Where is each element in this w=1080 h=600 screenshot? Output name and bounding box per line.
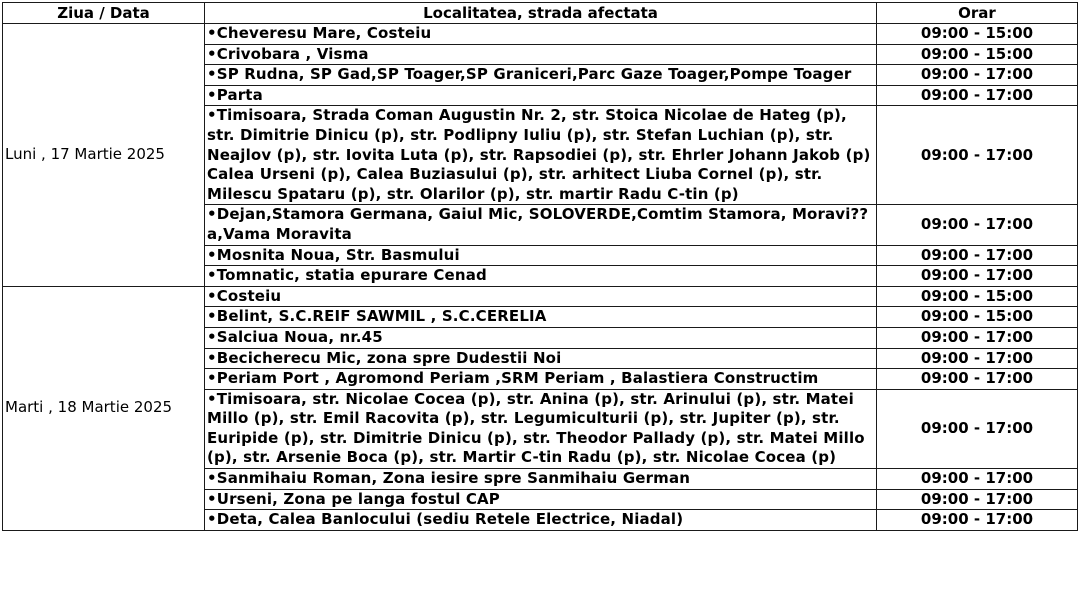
schedule-cell: 09:00 - 17:00 — [877, 469, 1078, 490]
schedule-cell: 09:00 - 17:00 — [877, 510, 1078, 531]
location-cell: • Dejan,Stamora Germana, Gaiul Mic, SOLOVERDE,Comtim Stamora, Moravi??a,Vama Moravita — [205, 205, 877, 245]
schedule-cell: 09:00 - 17:00 — [877, 327, 1078, 348]
header-location: Localitatea, strada afectata — [205, 3, 877, 24]
schedule-cell: 09:00 - 17:00 — [877, 348, 1078, 369]
location-cell: • SP Rudna, SP Gad,SP Toager,SP Graniceri,Parc Gaze Toager,Pompe Toager — [205, 65, 877, 86]
location-cell: • Periam Port , Agromond Periam ,SRM Periam , Balastiera Constructim — [205, 369, 877, 390]
day-date-cell: Marti , 18 Martie 2025 — [3, 286, 205, 530]
location-cell: • Urseni, Zona pe langa fostul CAP — [205, 489, 877, 510]
location-cell: • Costeiu — [205, 286, 877, 307]
schedule-cell: 09:00 - 17:00 — [877, 266, 1078, 287]
table-row — [3, 24, 1078, 45]
schedule-cell: 09:00 - 17:00 — [877, 245, 1078, 266]
location-cell: • Timisoara, Strada Coman Augustin Nr. 2, str. Stoica Nicolae de Hateg (p), str. Dimitrie Dinicu (p), str. Podlipny Iuliu (p), str. Stefan Luchian (p), str. Neajlov (p), str. Iovita Luta (p), str. Rapsodiei (p), str. Ehrler Johann Jakob (p) Calea Urseni (p), Calea Buziasului (p), str. arhitect Liuba Cornel (p), str. Milescu Spataru (p), str. Olarilor (p), str. martir Radu C-tin (p) — [205, 106, 877, 205]
schedule-cell: 09:00 - 15:00 — [877, 24, 1078, 45]
header-date: Ziua / Data — [3, 3, 205, 24]
location-cell: • Parta — [205, 85, 877, 106]
schedule-cell: 09:00 - 15:00 — [877, 307, 1078, 328]
schedule-cell: 09:00 - 15:00 — [877, 286, 1078, 307]
schedule-cell: 09:00 - 15:00 — [877, 44, 1078, 65]
location-cell: • Sanmihaiu Roman, Zona iesire spre Sanmihaiu German — [205, 469, 877, 490]
location-cell: • Mosnita Noua, Str. Basmului — [205, 245, 877, 266]
outage-schedule-table — [2, 2, 1078, 531]
schedule-cell: 09:00 - 17:00 — [877, 106, 1078, 205]
schedule-cell: 09:00 - 17:00 — [877, 369, 1078, 390]
schedule-cell: 09:00 - 17:00 — [877, 389, 1078, 468]
schedule-cell: 09:00 - 17:00 — [877, 85, 1078, 106]
schedule-cell: 09:00 - 17:00 — [877, 205, 1078, 245]
table-row — [3, 286, 1078, 307]
table-body — [3, 24, 1078, 531]
location-cell: • Deta, Calea Banlocului (sediu Retele Electrice, Niadal) — [205, 510, 877, 531]
location-cell: • Salciua Noua, nr.45 — [205, 327, 877, 348]
location-cell: • Belint, S.C.REIF SAWMIL , S.C.CERELIA — [205, 307, 877, 328]
day-date-cell: Luni , 17 Martie 2025 — [3, 24, 205, 287]
location-cell: • Crivobara , Visma — [205, 44, 877, 65]
header-row — [3, 3, 1078, 24]
location-cell: • Cheveresu Mare, Costeiu — [205, 24, 877, 45]
schedule-cell: 09:00 - 17:00 — [877, 489, 1078, 510]
location-cell: • Becicherecu Mic, zona spre Dudestii Noi — [205, 348, 877, 369]
header-schedule: Orar — [877, 3, 1078, 24]
location-cell: • Tomnatic, statia epurare Cenad — [205, 266, 877, 287]
location-cell: • Timisoara, str. Nicolae Cocea (p), str. Anina (p), str. Arinului (p), str. Matei Millo (p), str. Emil Racovita (p), str. Legumiculturii (p), str. Jupiter (p), str. Euripide (p), str. Dimitrie Dinicu (p), str. Theodor Pallady (p), str. Matei Millo (p), str. Arsenie Boca (p), str. Martir C-tin Radu (p), str. Nicolae Cocea (p) — [205, 389, 877, 468]
schedule-cell: 09:00 - 17:00 — [877, 65, 1078, 86]
